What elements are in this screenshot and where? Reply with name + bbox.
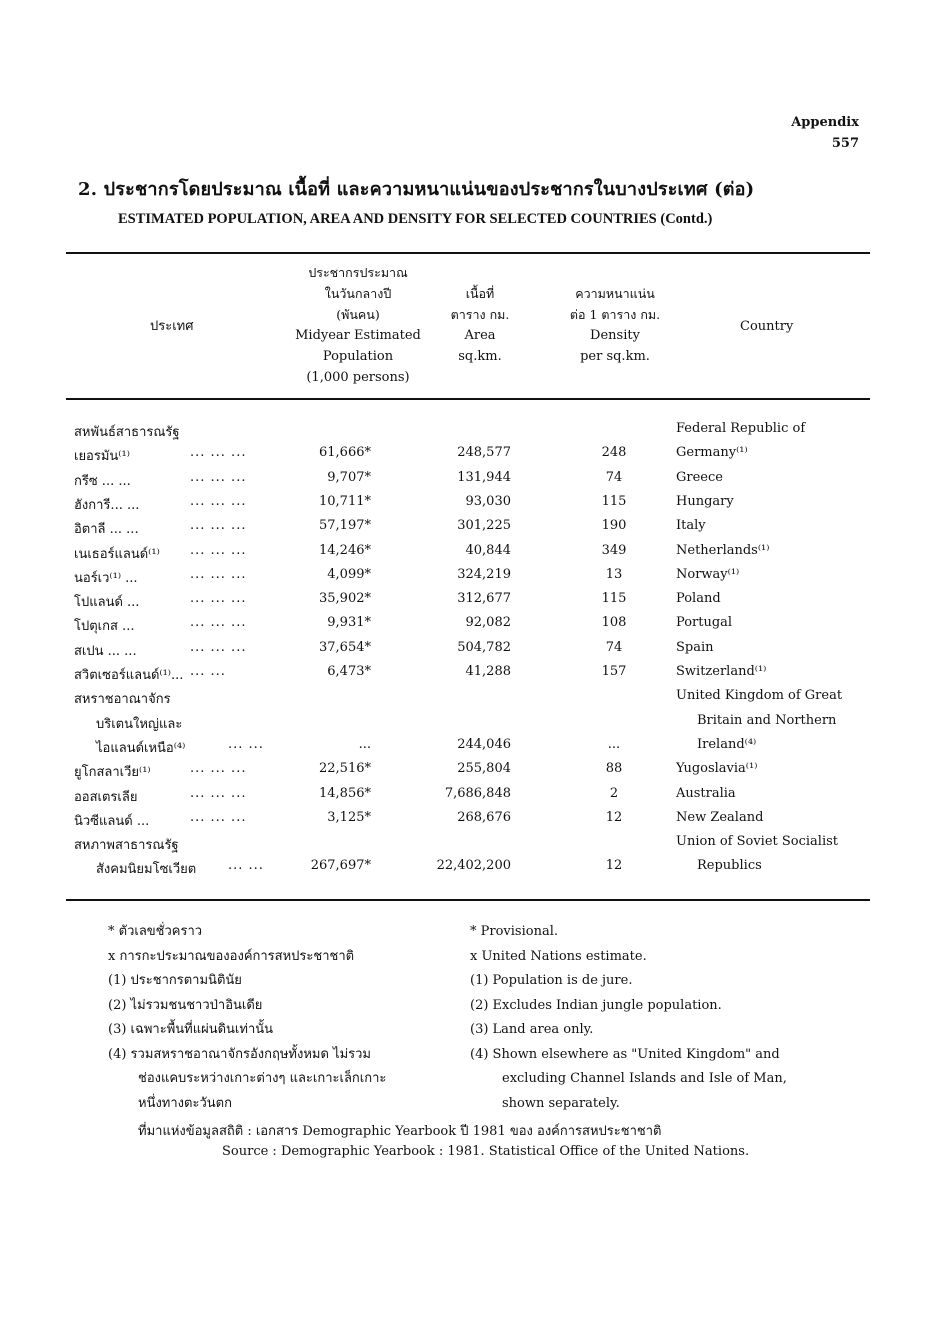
table-row (0, 761, 941, 785)
leader-dots: ... ... ... (190, 518, 247, 534)
leader-dots: ... ... ... (190, 785, 247, 801)
area-cell: 7,686,848 (444, 785, 511, 801)
country-name-en: Australia (676, 785, 736, 801)
country-name-en: Germany⁽¹⁾ (676, 445, 748, 461)
population-cell: 267,697* (310, 858, 371, 874)
country-name-en: Switzerland⁽¹⁾ (676, 664, 767, 679)
country-name-en: Norway⁽¹⁾ (676, 566, 740, 582)
density-cell: 115 (601, 493, 627, 509)
footnote-th: x การกะประมาณขององค์การสหประชาชาติ (108, 948, 355, 964)
table-row (0, 591, 941, 615)
header-pop-th-2: ในวันกลางปี (324, 286, 392, 301)
leader-dots: ... ... ... (190, 493, 247, 509)
header-den-en-2: per sq.km. (580, 349, 650, 364)
country-name-en: Britain and Northern (697, 712, 837, 728)
country-name-th: โปตุเกส ... (74, 619, 135, 635)
population-cell: 14,246* (319, 542, 371, 558)
leader-dots: ... ... ... (190, 761, 247, 777)
header-country-en: Country (740, 319, 794, 334)
country-name-th: สังคมนิยมโซเวียต (96, 862, 197, 878)
footnote-en: x United Nations estimate. (470, 948, 647, 964)
footnote-en: (2) Excludes Indian jungle population. (470, 997, 722, 1013)
footnote-en: (1) Population is de jure. (470, 973, 633, 988)
country-name-th: นิวซีแลนด์ ... (74, 813, 150, 829)
header-bottom-rule (66, 398, 870, 400)
leader-dots: ... ... ... (190, 542, 247, 558)
density-cell: 115 (601, 591, 627, 607)
density-cell: 13 (605, 566, 623, 582)
population-cell: 37,654* (319, 639, 371, 655)
country-name-th: สหราชอาณาจักร (74, 692, 171, 708)
density-cell: 12 (605, 858, 623, 874)
area-cell: 248,577 (457, 445, 511, 461)
table-row (0, 737, 941, 761)
table-row (0, 421, 941, 445)
area-cell: 40,844 (465, 542, 511, 558)
footnote-th: (1) ประชากรตามนิตินัย (108, 973, 242, 988)
leader-dots: ... ... (228, 736, 264, 752)
country-name-en: Poland (676, 591, 721, 607)
population-cell: 10,711* (319, 493, 371, 509)
table-row (0, 640, 941, 664)
area-cell: 92,082 (465, 615, 511, 631)
area-cell: 324,219 (457, 566, 511, 582)
density-cell: 12 (605, 809, 623, 825)
leader-dots: ... ... ... (190, 639, 247, 655)
area-cell: 301,225 (457, 518, 511, 534)
population-cell: 9,707* (327, 469, 371, 485)
table-row (0, 445, 941, 469)
footnote-en: excluding Channel Islands and Isle of Man, (502, 1071, 787, 1086)
country-name-en: Netherlands⁽¹⁾ (676, 542, 770, 558)
leader-dots: ... ... ... (190, 469, 247, 485)
population-cell: 57,197* (319, 518, 371, 534)
table-row (0, 834, 941, 858)
header-area-th-1: เนื้อที่ (465, 286, 495, 301)
area-cell: 93,030 (465, 493, 511, 509)
country-name-th: ไอแลนด์เหนือ⁽⁴⁾ (96, 740, 186, 756)
country-name-th: สหพันธ์สาธารณรัฐ (74, 425, 180, 440)
page-number: 557 (831, 136, 859, 151)
country-name-th: ออสเตรเลีย (74, 789, 138, 805)
footnotes-english (470, 920, 787, 1116)
header-pop-en-3: (1,000 persons) (306, 370, 410, 385)
footnote-th: หนึ่งทางตะวันตก (138, 1095, 232, 1111)
country-name-th: โปแลนด์ ... (74, 595, 140, 611)
header-area-th-2: ตาราง กม. (450, 307, 510, 322)
area-cell: 504,782 (457, 639, 511, 655)
header-country-th: ประเทศ (150, 319, 194, 334)
country-name-en: New Zealand (676, 809, 764, 825)
population-cell: 61,666* (319, 445, 371, 461)
population-cell: 9,931* (327, 615, 371, 631)
table-row (0, 615, 941, 639)
table-bottom-rule (66, 899, 870, 901)
density-cell: ... (607, 736, 621, 752)
area-cell: 312,677 (457, 591, 511, 607)
density-cell: 190 (601, 518, 627, 534)
leader-dots: ... ... ... (190, 591, 247, 607)
country-name-en: Federal Republic of (676, 421, 806, 436)
table-row (0, 713, 941, 737)
header-population (280, 262, 436, 388)
country-name-en: Ireland⁽⁴⁾ (697, 736, 757, 752)
population-cell: 22,516* (319, 761, 371, 777)
density-cell: 157 (601, 664, 627, 679)
header-den-en-1: Density (590, 328, 640, 343)
table-row (0, 688, 941, 712)
country-name-en: Union of Soviet Socialist (676, 834, 839, 850)
table-row (0, 470, 941, 494)
leader-dots: ... ... (190, 664, 226, 679)
country-name-en: Italy (676, 518, 706, 534)
population-cell: 6,473* (327, 664, 371, 679)
header-area-en-1: Area (464, 328, 496, 343)
footnote-th: * ตัวเลขชั่วคราว (108, 924, 203, 939)
population-cell: 3,125* (327, 809, 371, 825)
population-cell: 35,902* (319, 591, 371, 607)
source-english: Source : Demographic Yearbook : 1981. Statistical Office of the United Nations. (222, 1144, 750, 1159)
table-top-rule (66, 252, 870, 254)
area-cell: 41,288 (465, 664, 511, 679)
footnote-en: (3) Land area only. (470, 1022, 594, 1037)
population-cell: 14,856* (319, 785, 371, 801)
area-cell: 244,046 (457, 736, 511, 752)
header-area-en-2: sq.km. (458, 349, 502, 364)
country-name-th: นอร์เว⁽¹⁾ ... (74, 570, 138, 586)
source-thai: ที่มาแห่งข้อมูลสถิติ : เอกสาร Demographic Yearbook ปี 1981 ของ องค์การสหประชาชาติ (138, 1124, 662, 1139)
population-cell: 4,099* (327, 566, 371, 582)
country-name-th: สวิตเซอร์แลนด์⁽¹⁾... (74, 668, 184, 683)
table-row (0, 664, 941, 688)
country-name-en: Yugoslavia⁽¹⁾ (676, 761, 758, 777)
appendix-marker (791, 112, 859, 154)
leader-dots: ... ... (228, 858, 264, 874)
table-row (0, 858, 941, 882)
title-thai: 2. ประชากรโดยประมาณ เนื้อที่ และความหนาแน่นของประชากรในบางประเทศ (ต่อ) (78, 179, 755, 200)
header-pop-en-2: Population (322, 349, 394, 364)
leader-dots: ... ... ... (190, 615, 247, 631)
density-cell: 88 (605, 761, 623, 777)
header-pop-en-1: Midyear Estimated (295, 328, 421, 343)
table-row (0, 518, 941, 542)
country-name-th: สเปน ... ... (74, 643, 137, 659)
country-name-en: Spain (676, 639, 714, 655)
header-pop-th-1: ประชากรประมาณ (308, 265, 408, 280)
header-area (430, 283, 530, 367)
header-density (540, 283, 690, 367)
header-den-th-2: ต่อ 1 ตาราง กม. (569, 307, 661, 322)
country-name-th: กรีซ ... ... (74, 473, 131, 489)
footnote-th: (2) ไม่รวมชนชาวป่าอินเดีย (108, 997, 263, 1013)
table-row (0, 786, 941, 810)
density-cell: 2 (609, 785, 619, 801)
density-cell: 349 (601, 542, 627, 558)
country-name-th: เนเธอร์แลนด์⁽¹⁾ (74, 546, 160, 562)
header-den-th-1: ความหนาแน่น (575, 286, 655, 301)
footnote-en: * Provisional. (470, 924, 558, 939)
footnote-en: (4) Shown elsewhere as "United Kingdom" and (470, 1046, 780, 1062)
country-name-en: Portugal (676, 615, 733, 631)
density-cell: 74 (605, 469, 623, 485)
footnote-th: (3) เฉพาะพื้นที่แผ่นดินเท่านั้น (108, 1022, 274, 1037)
table-row (0, 810, 941, 834)
area-cell: 255,804 (457, 761, 511, 777)
density-cell: 248 (601, 445, 627, 461)
footnote-th: ช่องแคบระหว่างเกาะต่างๆ และเกาะเล็กเกาะ (138, 1071, 387, 1086)
title-english: ESTIMATED POPULATION, AREA AND DENSITY FOR SELECTED COUNTRIES (Contd.) (118, 211, 713, 227)
table-row (0, 543, 941, 567)
country-name-en: Hungary (676, 493, 734, 509)
footnote-en: shown separately. (502, 1095, 620, 1111)
population-cell: ... (358, 736, 371, 752)
country-name-th: อิตาลี ... ... (74, 522, 139, 538)
leader-dots: ... ... ... (190, 809, 247, 825)
leader-dots: ... ... ... (190, 445, 247, 461)
country-name-en: Greece (676, 469, 723, 485)
country-name-th: เยอรมัน⁽¹⁾ (74, 449, 130, 465)
country-name-en: United Kingdom of Great (676, 688, 843, 704)
country-name-en: Republics (697, 858, 762, 874)
country-name-th: บริเตนใหญ่และ (96, 716, 183, 732)
area-cell: 22,402,200 (436, 858, 511, 874)
density-cell: 108 (601, 615, 627, 631)
country-name-th: ฮังการี... ... (74, 497, 140, 513)
density-cell: 74 (605, 639, 623, 655)
area-cell: 268,676 (457, 809, 511, 825)
table-row (0, 494, 941, 518)
leader-dots: ... ... ... (190, 566, 247, 582)
country-name-th: ยูโกสลาเวีย⁽¹⁾ (74, 765, 151, 781)
appendix-label: Appendix (791, 115, 859, 130)
footnote-th: (4) รวมสหราชอาณาจักรอังกฤษทั้งหมด ไม่รวม (108, 1046, 372, 1062)
header-pop-th-3: (พันคน) (336, 307, 380, 322)
area-cell: 131,944 (457, 469, 511, 485)
footnotes-thai (108, 920, 386, 1116)
table-row (0, 567, 941, 591)
country-name-th: สหภาพสาธารณรัฐ (74, 838, 179, 854)
